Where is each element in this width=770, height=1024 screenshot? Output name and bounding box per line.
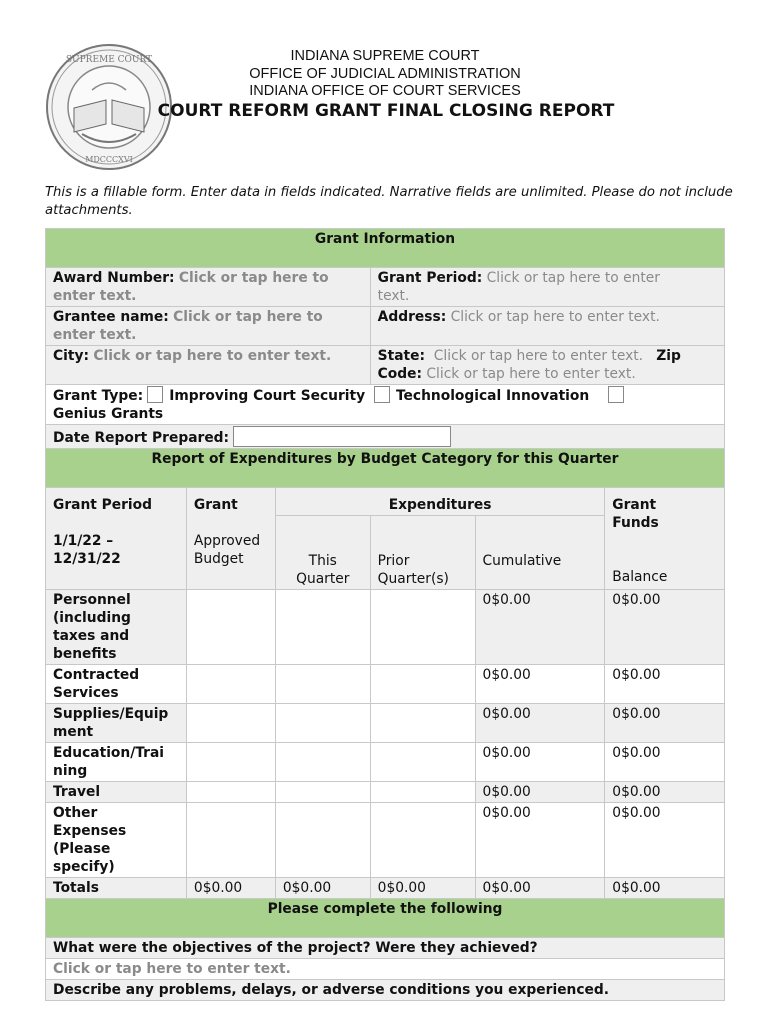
approved-budget-input[interactable] <box>186 704 275 743</box>
svg-text:SUPREME COURT: SUPREME COURT <box>65 55 153 65</box>
grant-period-field[interactable]: Grant Period: Click or tap here to enter text. <box>370 268 724 307</box>
col-prior-quarters: Prior Quarter(s) <box>370 516 475 590</box>
header-line-2: OFFICE OF JUDICIAL ADMINISTRATION <box>249 66 521 82</box>
checkbox-improving-court-security[interactable] <box>147 386 163 403</box>
header-line-3: INDIANA OFFICE OF COURT SERVICES <box>249 83 521 99</box>
category-other-expenses: Other Expenses (Please specify) <box>46 803 187 878</box>
cumulative-value: 0$0.00 <box>475 803 605 878</box>
question-problems: Describe any problems, delays, or adverse conditions you experienced. <box>46 980 725 1001</box>
col-expenditures: Expenditures <box>275 488 604 516</box>
prior-quarters-input[interactable] <box>370 782 475 803</box>
approved-budget-input[interactable] <box>186 782 275 803</box>
table-row <box>46 782 725 803</box>
col-grant-period: Grant Period 1/1/22 – 12/31/22 <box>46 488 187 590</box>
question-objectives: What were the objectives of the project? Were they achieved? <box>46 938 725 959</box>
totals-row <box>46 878 725 899</box>
table-row <box>46 803 725 878</box>
prior-quarters-input[interactable] <box>370 803 475 878</box>
balance-value: 0$0.00 <box>605 665 725 704</box>
checkbox-genius-grants[interactable] <box>608 386 624 403</box>
category-contracted-services: Contracted Services <box>46 665 187 704</box>
total-this-quarter: 0$0.00 <box>275 878 370 899</box>
table-row <box>46 743 725 782</box>
state-zip-field[interactable]: State: Click or tap here to enter text. Zip Code: Click or tap here to enter text. <box>370 346 724 385</box>
grant-type-row: Grant Type: Improving Court Security Technological Innovation Genius Grants <box>46 385 725 425</box>
this-quarter-input[interactable] <box>275 704 370 743</box>
prior-quarters-input[interactable] <box>370 665 475 704</box>
cumulative-value: 0$0.00 <box>475 704 605 743</box>
this-quarter-input[interactable] <box>275 803 370 878</box>
cumulative-value: 0$0.00 <box>475 590 605 665</box>
svg-text:MDCCCXVI: MDCCCXVI <box>85 155 133 164</box>
date-prepared-row: Date Report Prepared: <box>46 425 725 449</box>
balance-value: 0$0.00 <box>605 590 725 665</box>
address-field[interactable]: Address: Click or tap here to enter text. <box>370 307 724 346</box>
answer-objectives-input[interactable]: Click or tap here to enter text. <box>46 959 725 980</box>
table-row <box>46 704 725 743</box>
col-grant-funds: Grant Funds Balance <box>605 488 725 590</box>
this-quarter-input[interactable] <box>275 743 370 782</box>
award-number-field[interactable]: Award Number: Click or tap here to enter text. <box>46 268 371 307</box>
this-quarter-input[interactable] <box>275 782 370 803</box>
category-education-training: Education/Trai ning <box>46 743 187 782</box>
total-balance: 0$0.00 <box>605 878 725 899</box>
balance-value: 0$0.00 <box>605 782 725 803</box>
prior-quarters-input[interactable] <box>370 590 475 665</box>
report-title: COURT REFORM GRANT FINAL CLOSING REPORT <box>157 101 615 121</box>
checkbox-technological-innovation[interactable] <box>374 386 390 403</box>
balance-value: 0$0.00 <box>605 743 725 782</box>
this-quarter-input[interactable] <box>275 665 370 704</box>
report-form-table <box>45 228 725 1001</box>
cumulative-value: 0$0.00 <box>475 782 605 803</box>
totals-label: Totals <box>46 878 187 899</box>
date-prepared-input[interactable] <box>233 426 451 447</box>
category-travel: Travel <box>46 782 187 803</box>
col-this-quarter: This Quarter <box>275 516 370 590</box>
cumulative-value: 0$0.00 <box>475 665 605 704</box>
col-cumulative: Cumulative <box>475 516 605 590</box>
category-personnel: Personnel (including taxes and benefits <box>46 590 187 665</box>
col-grant-approved: Grant Approved Budget <box>186 488 275 590</box>
balance-value: 0$0.00 <box>605 704 725 743</box>
this-quarter-input[interactable] <box>275 590 370 665</box>
table-row <box>46 590 725 665</box>
grant-info-heading: Grant Information <box>46 229 725 268</box>
approved-budget-input[interactable] <box>186 743 275 782</box>
form-instructions: This is a fillable form. Enter data in fields indicated. Narrative fields are unlimited. Please do not include attachments. <box>45 185 733 218</box>
prior-quarters-input[interactable] <box>370 743 475 782</box>
table-row <box>46 665 725 704</box>
prior-quarters-input[interactable] <box>370 704 475 743</box>
balance-value: 0$0.00 <box>605 803 725 878</box>
approved-budget-input[interactable] <box>186 803 275 878</box>
total-approved: 0$0.00 <box>186 878 275 899</box>
expenditures-heading: Report of Expenditures by Budget Category for this Quarter <box>46 449 725 488</box>
approved-budget-input[interactable] <box>186 590 275 665</box>
category-supplies-equipment: Supplies/Equip ment <box>46 704 187 743</box>
narrative-heading: Please complete the following <box>46 899 725 938</box>
total-cumulative: 0$0.00 <box>475 878 605 899</box>
approved-budget-input[interactable] <box>186 665 275 704</box>
city-field[interactable]: City: Click or tap here to enter text. <box>46 346 371 385</box>
header-line-1: INDIANA SUPREME COURT <box>290 48 480 64</box>
grantee-name-field[interactable]: Grantee name: Click or tap here to enter text. <box>46 307 371 346</box>
total-prior: 0$0.00 <box>370 878 475 899</box>
cumulative-value: 0$0.00 <box>475 743 605 782</box>
